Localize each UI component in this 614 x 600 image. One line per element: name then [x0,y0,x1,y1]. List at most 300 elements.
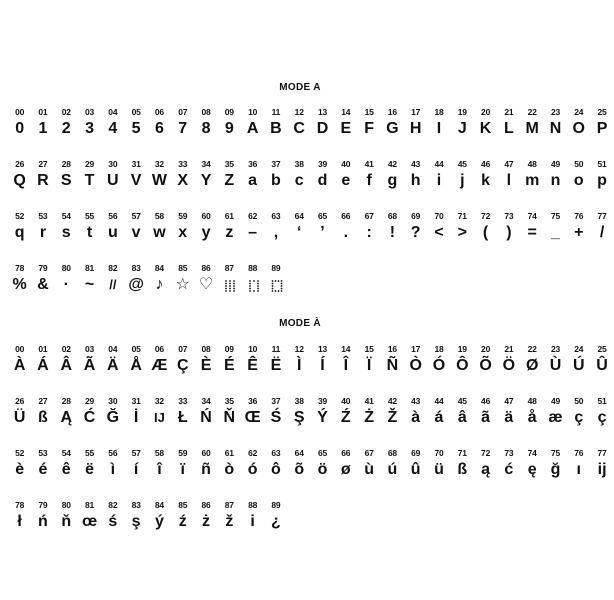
character-cell [567,106,590,158]
character-cell [78,210,101,262]
character-cell [101,395,124,447]
character-code: 06 [154,107,164,117]
character-cell [590,210,613,262]
character-code: 35 [224,396,234,406]
character-glyph: : [366,224,372,241]
character-glyph: İ [133,409,139,426]
character-code: 52 [15,211,25,221]
character-code: 53 [38,448,48,458]
character-code: 04 [108,107,118,117]
character-cell [381,343,404,395]
character-glyph: ! [389,224,396,241]
character-glyph: H [409,120,422,137]
character-code: 41 [364,159,374,169]
character-cell [288,447,311,499]
character-cell [264,106,287,158]
character-cell [264,343,287,395]
character-code: 13 [317,344,328,354]
character-code: 55 [85,211,95,221]
character-cell [334,210,357,262]
character-cell [31,210,54,262]
character-code: 84 [154,500,164,510]
character-glyph: Q [13,172,26,189]
character-cell [544,395,567,447]
character-code: 50 [574,396,584,406]
character-glyph: F [364,120,374,137]
character-code: 22 [527,107,537,117]
character-glyph: k [481,172,491,189]
character-glyph: E [340,120,352,137]
character-cell [521,343,544,395]
character-cell [8,158,31,210]
character-glyph: c [294,172,304,189]
character-cell [194,106,217,158]
character-cell [427,158,450,210]
character-glyph: Ù [549,357,562,374]
character-glyph: É [223,357,235,374]
character-cell [101,499,124,551]
character-cell [8,447,31,499]
character-cell [194,343,217,395]
character-code: 46 [481,159,491,169]
character-glyph: i [436,172,442,189]
character-code: 67 [364,448,374,458]
character-cell [31,158,54,210]
character-cell [101,262,124,314]
character-glyph: ø [340,461,351,478]
character-glyph: Ñ [386,357,399,374]
character-glyph: Ý [317,409,328,426]
character-glyph: ß [38,409,48,426]
character-cell [148,343,171,395]
character-glyph: w [153,224,166,241]
character-code: 16 [387,344,397,354]
character-glyph: ó [247,461,258,478]
character-cell [288,106,311,158]
character-glyph: 3 [85,120,94,137]
character-glyph: ü [434,461,444,478]
character-code: 77 [597,448,607,458]
character-code: 70 [434,448,444,458]
character-glyph: Ç [176,357,189,374]
character-glyph: ij [597,461,607,478]
character-code: 62 [248,211,258,221]
character-code: 12 [294,344,304,354]
character-cell [590,343,613,395]
character-cell [124,106,147,158]
character-glyph: Ğ [106,409,120,426]
character-glyph: Ë [270,357,282,374]
character-cell [218,210,241,262]
character-cell [55,106,78,158]
character-cell [521,210,544,262]
character-glyph: ł [17,513,22,530]
character-glyph: 5 [131,120,141,137]
character-glyph: ò [224,461,235,478]
character-cell [101,158,124,210]
character-code: 24 [574,107,584,117]
character-glyph: Æ [151,357,168,374]
character-cell [171,447,194,499]
character-glyph: j [460,172,465,189]
mode-a-row [8,106,614,158]
character-code: 83 [131,500,141,510]
character-glyph: L [503,120,514,137]
character-cell [357,395,380,447]
character-glyph: ň [61,513,72,530]
character-cell [124,210,147,262]
character-glyph: Ã [83,357,96,374]
character-code: 14 [341,107,351,117]
character-cell [78,343,101,395]
character-code: 56 [108,448,118,458]
character-code: 75 [550,211,560,221]
character-glyph: v [131,224,141,241]
character-cell [381,395,404,447]
character-cell [521,158,544,210]
character-code: 89 [271,263,281,273]
character-glyph: Ø [525,357,539,374]
character-glyph: ę [527,461,537,478]
character-code: 77 [597,211,607,221]
mode-b-row [8,343,614,395]
character-code: 47 [504,396,514,406]
character-code: 07 [178,107,188,117]
character-glyph: @ [128,276,144,293]
character-glyph: Ł [177,409,188,426]
character-code: 65 [317,211,328,221]
character-cell [288,158,311,210]
character-code: 21 [504,344,514,354]
character-code: 87 [224,263,234,273]
character-glyph: Ń [200,409,212,426]
character-glyph: ç [574,409,584,426]
character-glyph: s [61,224,71,241]
character-code: 78 [15,263,25,273]
character-cell [497,210,520,262]
character-cell [171,499,194,551]
character-code: 88 [248,500,258,510]
character-code: 40 [341,396,351,406]
character-glyph: ç [597,409,607,426]
character-cell [55,262,78,314]
character-glyph: T [84,172,95,189]
character-glyph: Ä [107,357,119,374]
dot-pattern-icon [241,275,264,295]
character-cell [148,158,171,210]
character-code: 49 [550,159,560,169]
character-cell [8,106,31,158]
character-glyph: Ą [60,409,73,426]
character-cell [148,499,171,551]
character-glyph: ¿ [271,513,281,530]
character-code: 31 [131,396,141,406]
character-glyph: ‘ [296,224,302,241]
character-glyph: J [457,120,467,137]
character-glyph: O [572,120,585,137]
character-cell [194,262,217,314]
character-glyph: C [293,120,305,137]
character-code: 65 [317,448,328,458]
character-glyph: S [60,172,72,189]
character-cell [521,447,544,499]
character-cell [264,499,287,551]
character-code: 28 [61,159,71,169]
character-glyph: Ó [432,357,446,374]
character-code: 37 [271,159,281,169]
character-cell [427,106,450,158]
character-code: 55 [85,448,95,458]
character-code: 87 [224,500,234,510]
character-code: 46 [481,396,491,406]
character-glyph: Ê [247,357,258,374]
character-cell [78,447,101,499]
character-glyph: À [13,357,26,374]
character-code: 21 [504,107,514,117]
character-code: 42 [387,396,397,406]
character-code: 28 [61,396,71,406]
character-cell [171,106,194,158]
character-glyph: % [12,276,27,293]
character-cell [124,395,147,447]
mode-b-title: MODE À [279,318,321,329]
character-code: 26 [15,159,25,169]
character-code: 79 [38,500,48,510]
character-cell [241,262,264,314]
character-glyph: Ž [387,409,398,426]
character-code: 56 [108,211,118,221]
character-glyph: Ź [340,409,351,426]
character-glyph: b [271,172,281,189]
character-glyph: ö [317,461,328,478]
character-glyph: = [527,224,537,241]
character-glyph: Ï [366,357,372,374]
character-glyph: 6 [154,120,164,137]
character-glyph: Y [200,172,212,189]
character-glyph: Ň [223,409,236,426]
character-code: 09 [224,107,234,117]
character-code: 16 [387,107,397,117]
character-cell [311,158,334,210]
mode-b-row [8,447,614,499]
character-glyph: / [599,224,605,241]
character-code: 25 [597,107,607,117]
character-cell [497,395,520,447]
character-code: 60 [201,211,211,221]
character-code: 43 [411,159,421,169]
character-code: 86 [201,500,211,510]
character-code: 68 [387,211,397,221]
character-cell [78,158,101,210]
character-code: 25 [597,344,607,354]
character-code: 20 [481,107,491,117]
character-code: 39 [317,396,328,406]
character-code: 29 [85,396,95,406]
character-code: 02 [61,107,71,117]
character-glyph: t [86,224,93,241]
character-glyph: – [248,224,258,241]
character-code: 08 [201,344,211,354]
mode-a-row [8,158,614,210]
character-cell [148,447,171,499]
character-code: 30 [108,159,118,169]
character-glyph: ý [154,513,164,530]
character-glyph: ) [506,224,512,241]
character-code: 85 [178,263,188,273]
character-glyph: p [597,172,607,189]
character-code: 33 [178,396,188,406]
character-cell [55,447,78,499]
character-cell [31,343,54,395]
character-glyph: A [246,120,259,137]
character-code: 88 [248,263,258,273]
character-cell [264,447,287,499]
character-cell [334,343,357,395]
character-cell [311,343,334,395]
character-cell [427,395,450,447]
character-cell [31,106,54,158]
character-code: 69 [411,211,421,221]
character-cell [544,158,567,210]
character-glyph: V [130,172,142,189]
character-code: 73 [504,448,514,458]
mode-a-row [8,262,614,314]
character-cell [404,447,427,499]
character-code: 19 [457,107,467,117]
character-code: 02 [61,344,71,354]
character-glyph: ñ [201,461,211,478]
character-cell [404,158,427,210]
character-cell [521,106,544,158]
character-code: 32 [154,159,164,169]
character-cell [218,158,241,210]
character-cell [567,158,590,210]
character-code: 51 [597,159,607,169]
character-code: 78 [15,500,25,510]
character-glyph: I [436,120,442,137]
character-code: 33 [178,159,188,169]
dot-pattern-icon [264,275,287,295]
character-code: 08 [201,107,211,117]
character-code: 39 [317,159,328,169]
character-code: 64 [294,448,304,458]
character-code: 72 [481,448,491,458]
character-cell [497,158,520,210]
character-code: 54 [61,448,71,458]
character-cell [101,106,124,158]
character-cell [334,106,357,158]
character-cell [451,395,474,447]
character-code: 43 [411,396,421,406]
character-glyph: ï [180,461,185,478]
character-cell [8,343,31,395]
character-code: 40 [341,159,351,169]
character-glyph: ’ [320,224,325,241]
character-code: 79 [38,263,48,273]
character-glyph: Ć [83,409,96,426]
character-code: 61 [224,448,234,458]
character-code: 01 [38,107,48,117]
character-code: 50 [574,159,584,169]
character-code: 51 [597,396,607,406]
character-glyph: õ [294,461,305,478]
character-glyph: à [411,409,421,426]
character-code: 03 [85,344,95,354]
character-cell [311,210,334,262]
character-cell [451,343,474,395]
character-cell [404,343,427,395]
character-code: 69 [411,448,421,458]
character-cell [78,106,101,158]
character-glyph: Å [130,357,142,374]
character-glyph: ~ [84,276,95,293]
character-cell [241,106,264,158]
character-glyph: Ò [409,357,422,374]
character-cell [567,395,590,447]
character-glyph: h [410,172,421,189]
character-code: 10 [248,107,258,117]
character-cell [171,343,194,395]
character-glyph: m [525,172,540,189]
character-code: 27 [38,396,48,406]
mode-b-row [8,395,614,447]
character-glyph: _ [551,224,560,241]
character-cell [474,210,497,262]
character-glyph: 1 [38,120,48,137]
character-glyph: a [248,172,258,189]
character-cell [171,395,194,447]
character-code: 13 [317,107,328,117]
character-cell [521,395,544,447]
mode-b-row [8,499,614,551]
character-cell [218,395,241,447]
character-glyph: l [506,172,512,189]
character-cell [218,447,241,499]
character-glyph: È [200,357,212,374]
character-cell [241,158,264,210]
character-glyph: K [479,120,492,137]
character-code: 71 [457,448,467,458]
character-glyph: R [37,172,49,189]
character-glyph: o [573,172,584,189]
character-code: 62 [248,448,258,458]
character-glyph: n [550,172,561,189]
character-code: 67 [364,211,374,221]
character-glyph: ê [61,461,71,478]
character-cell [55,395,78,447]
character-code: 19 [457,344,467,354]
character-glyph: Ô [456,357,469,374]
character-cell [55,499,78,551]
character-glyph: ? [410,224,421,241]
character-cell [311,395,334,447]
character-glyph: û [410,461,421,478]
character-cell [148,262,171,314]
character-glyph: ☆ [175,276,190,293]
character-glyph: è [15,461,25,478]
character-glyph: u [107,224,118,241]
character-cell [124,158,147,210]
character-cell [31,395,54,447]
character-code: 34 [201,396,211,406]
character-glyph: N [549,120,562,137]
character-code: 06 [154,344,164,354]
character-glyph: ż [202,513,211,530]
character-glyph: ß [457,461,468,478]
character-cell [218,343,241,395]
character-code: 05 [131,107,141,117]
character-code: 24 [574,344,584,354]
